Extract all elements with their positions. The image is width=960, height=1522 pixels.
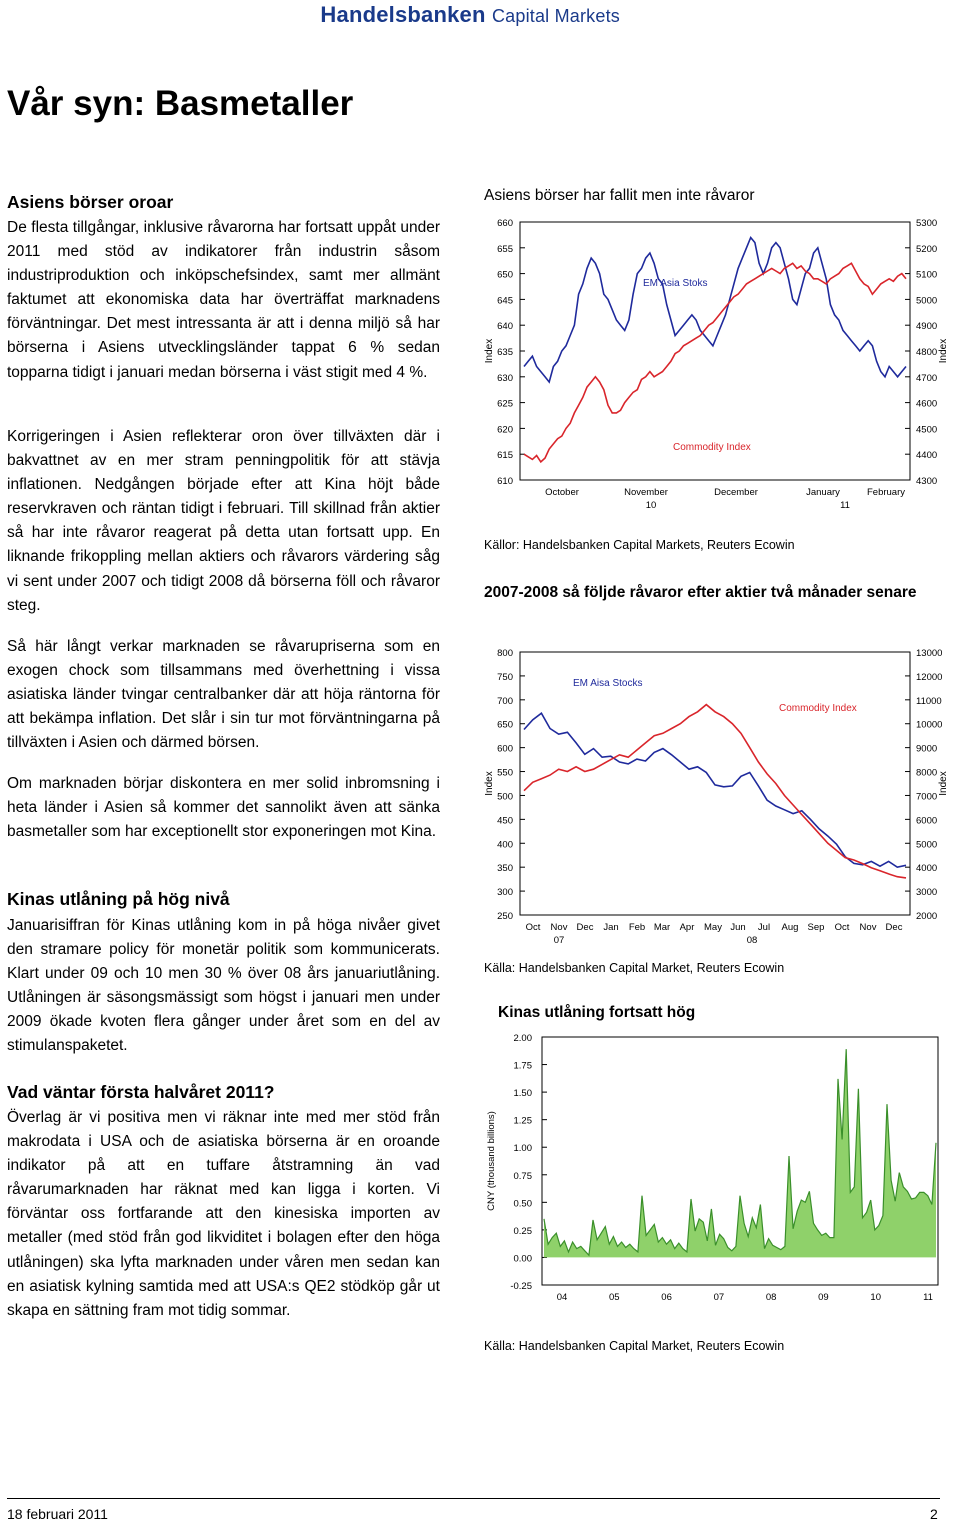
paragraph-text: Så här långt verkar marknaden se råvarupriserna som en exogen chock som tillsammans med överhettning i vissa asiatiska länder tvingar centralbanker där att höja räntorna för att bekämpa inflation. Det slår i sin tur mot förväntningarna på tillväxten i Asien och därmed börsen. [7,638,440,752]
brand-name: Handelsbanken [320,2,486,27]
y2-tick-label: 4400 [916,450,938,462]
x-tick-label: November [624,487,668,498]
y2-tick-label: 4900 [916,321,938,333]
x-tick-label: Apr [679,922,695,933]
brand-logo [320,2,620,28]
series-line-2 [524,705,906,878]
y-tick-label: 660 [497,218,513,229]
y-tick-label: 0.75 [513,1170,532,1182]
x-tick-label: 07 [713,1292,725,1303]
x-year-label: 07 [553,935,565,946]
y2-axis-label: Index [938,771,949,796]
y-axis-label: CNY (thousand billions) [486,1111,497,1211]
y-tick-label: 1.50 [513,1088,532,1100]
paragraph-5 [7,914,440,1059]
y-axis-label: Index [484,338,495,364]
y-tick-label: 0.00 [513,1253,532,1265]
x-tick-label: Feb [628,922,646,933]
y-tick-label: 0.25 [513,1225,532,1237]
x-tick-label: Jan [603,922,619,933]
series-label-1: EM Aisa Stocks [573,678,643,689]
x-tick-label: Dec [576,922,594,933]
y-tick-label: 620 [497,424,513,436]
paragraph-6 [7,1106,440,1323]
footer-divider [7,1498,940,1499]
brand-sub: Capital Markets [491,6,620,26]
x-tick-label: 05 [608,1292,620,1303]
x-tick-label: February [866,487,906,498]
paragraph-1 [7,216,440,385]
paragraph-text: Korrigeringen i Asien reflekterar oron över tillväxten där i bakvattnet av en mer stram penningpolitik för att stävja inflationen. Nedgången började efter att Kina höjt både reservkraven och räntan tidigt i februari. Till skillnad från aktier så har inte råvaror reagerat på detta utan fortsatt upp. En liknande frikoppling mellan aktiers och råvarors värdering såg vi sent under 2007 och tidigt 2008 då börserna föll och råvaror steg. [7,428,440,614]
series-line-2 [524,263,906,462]
y-tick-label: 610 [497,476,513,487]
x-tick-label: Sep [807,922,825,933]
x-year-label: 08 [746,935,758,946]
y2-tick-label: 12000 [916,671,943,683]
chart3-title: Kinas utlåning fortsatt hög [498,1004,696,1021]
series-label-2: Commodity Index [779,703,857,714]
chart-asia-stocks-commodity [480,210,950,520]
x-tick-label: 06 [661,1292,672,1303]
y2-tick-label: 3000 [916,887,938,899]
section-heading-outlook: Vad väntar första halvåret 2011? [7,1082,275,1102]
section-heading-china: Kinas utlåning på hög nivå [7,889,230,909]
series-area [544,1049,936,1257]
x-tick-label: 04 [556,1292,568,1303]
y2-tick-label: 4800 [916,347,938,358]
y2-tick-label: 13000 [916,648,943,659]
paragraph-2 [7,425,440,618]
y-tick-label: 625 [497,398,513,410]
y2-tick-label: 4000 [916,863,938,875]
x-tick-label: Nov [550,922,568,933]
y2-tick-label: 5300 [916,218,938,229]
y-tick-label: 1.75 [513,1060,532,1072]
y2-tick-label: 11000 [916,695,942,707]
y2-tick-label: 9000 [916,743,938,755]
x-tick-label: 09 [818,1292,829,1303]
y2-tick-label: 5000 [916,839,938,851]
y-axis-label: Index [484,771,495,796]
chart-2007-2008 [480,640,950,950]
page-title: Vår syn: Basmetaller [7,84,354,123]
x-tick-label: Dec [885,922,903,933]
y2-tick-label: 6000 [916,815,938,827]
y-tick-label: 0.50 [513,1198,532,1210]
y-tick-label: -0.25 [510,1281,532,1292]
y-tick-label: 250 [497,911,513,922]
paragraph-text: Överlag är vi positiva men vi räknar inte med mer stöd från makrodata i USA och de asiatiska börserna är en oroande indikator på att en tuffare åtstramning än vad råvarumarknaden har räknat med kan ligga i korten. Vi förväntar oss fortfarande att den kinesiska importen av metaller (med stöd från god likviditet i bolagen efter den höga utlåningen) ska lyfta marknaden under våren men sedan kan en asiatisk kylning samtida med att USA:s QE2 stödköp går ut skapa en sättning fram mot tidig sommar. [7,1109,440,1319]
y2-tick-label: 4300 [916,476,938,487]
x-tick-label: Jun [730,922,746,933]
paragraph-3 [7,635,440,755]
y2-axis-label: Index [938,338,949,364]
y2-tick-label: 4600 [916,398,938,410]
y-tick-label: 615 [497,450,513,462]
y2-tick-label: 5000 [916,295,938,307]
y-tick-label: 550 [497,767,513,779]
x-year-label: 10 [645,500,657,511]
x-tick-label: Jul [757,922,771,933]
y-tick-label: 450 [497,815,513,827]
chart-china-lending [480,1025,950,1310]
y-tick-label: 700 [497,695,513,707]
chart1-title: Asiens börser har fallit men inte råvaror [484,187,755,204]
y-tick-label: 635 [497,347,513,358]
x-tick-label: October [545,487,579,498]
y2-tick-label: 8000 [916,767,938,779]
footer-date: 18 februari 2011 [7,1506,108,1522]
chart2-title: 2007-2008 så följde råvaror efter aktier två månader senare [484,584,917,601]
x-tick-label: Oct [525,922,541,933]
page-number: 2 [930,1506,938,1522]
series-label-2: Commodity Index [673,442,751,453]
y2-tick-label: 5200 [916,243,938,255]
y-tick-label: 400 [497,839,513,851]
paragraph-text: Om marknaden börjar diskontera en mer solid inbromsning i heta länder i Asien så kommer det sannolikt även att sänka basmetaller som har exceptionellt stor exponeringen mot Kina. [7,775,440,841]
y2-tick-label: 4700 [916,372,938,384]
y-tick-label: 655 [497,243,513,255]
y-tick-label: 500 [497,791,513,803]
y-tick-label: 1.00 [513,1143,532,1155]
x-year-label: 11 [840,500,850,511]
x-tick-label: Nov [859,922,877,933]
x-tick-label: 11 [923,1292,933,1303]
x-tick-label: 10 [870,1292,882,1303]
y-tick-label: 650 [497,269,513,281]
y2-tick-label: 5100 [916,269,938,281]
y-tick-label: 600 [497,743,513,755]
y-tick-label: 650 [497,719,513,731]
series-line-1 [524,713,906,867]
section-heading-asia: Asiens börser oroar [7,192,174,212]
plot-frame [520,652,910,915]
y-tick-label: 1.25 [513,1115,532,1127]
paragraph-text: Januarisiffran för Kinas utlåning kom in på höga nivåer givet den stramare policy för monetär politik som kommunicerats. Klart under 09 och 10 men 30 % över 08 års januariutlåning. Utlåningen är säsongsmässigt som högst i januari men under 2009 ökade kvoten flera gånger under året som en del av stimulanspaketet. [7,917,440,1055]
y2-tick-label: 10000 [916,719,943,731]
y2-tick-label: 4500 [916,424,938,436]
series-line-1 [524,238,906,383]
x-tick-label: December [714,487,758,498]
y-tick-label: 630 [497,372,513,384]
y-tick-label: 800 [497,648,513,659]
x-tick-label: Mar [653,922,671,933]
chart2-source: Källa: Handelsbanken Capital Market, Reuters Ecowin [484,961,785,975]
x-tick-label: 08 [765,1292,777,1303]
series-label-1: EM Asia Stoks [643,278,708,289]
y-tick-label: 750 [497,671,513,683]
x-tick-label: Oct [834,922,850,933]
y-tick-label: 350 [497,863,513,875]
y-tick-label: 640 [497,321,513,333]
paragraph-4 [7,772,440,844]
paragraph-text: De flesta tillgångar, inklusive råvarorna har fortsatt uppåt under 2011 med stöd av indikatorer från industrin såsom industriproduktion och inköpschefsindex, samt mer allmänt faktumet att ekonomiska data har överträffat marknadens förväntningar. Det mest intressanta är att i denna miljö så har börserna i Asiens utvecklingsländer tappat 6 % sedan topparna tidigt i januari medan börserna i väst stigit med 4 %. [7,219,440,381]
x-tick-label: May [704,922,722,933]
x-tick-label: Aug [781,922,799,933]
chart3-source: Källa: Handelsbanken Capital Market, Reuters Ecowin [484,1339,785,1353]
y2-tick-label: 7000 [916,791,938,803]
y-tick-label: 645 [497,295,513,307]
y-tick-label: 2.00 [513,1033,532,1044]
chart1-source: Källor: Handelsbanken Capital Markets, Reuters Ecowin [484,538,795,552]
x-tick-label: January [806,487,840,498]
y-tick-label: 300 [497,887,513,899]
y2-tick-label: 2000 [916,911,938,922]
